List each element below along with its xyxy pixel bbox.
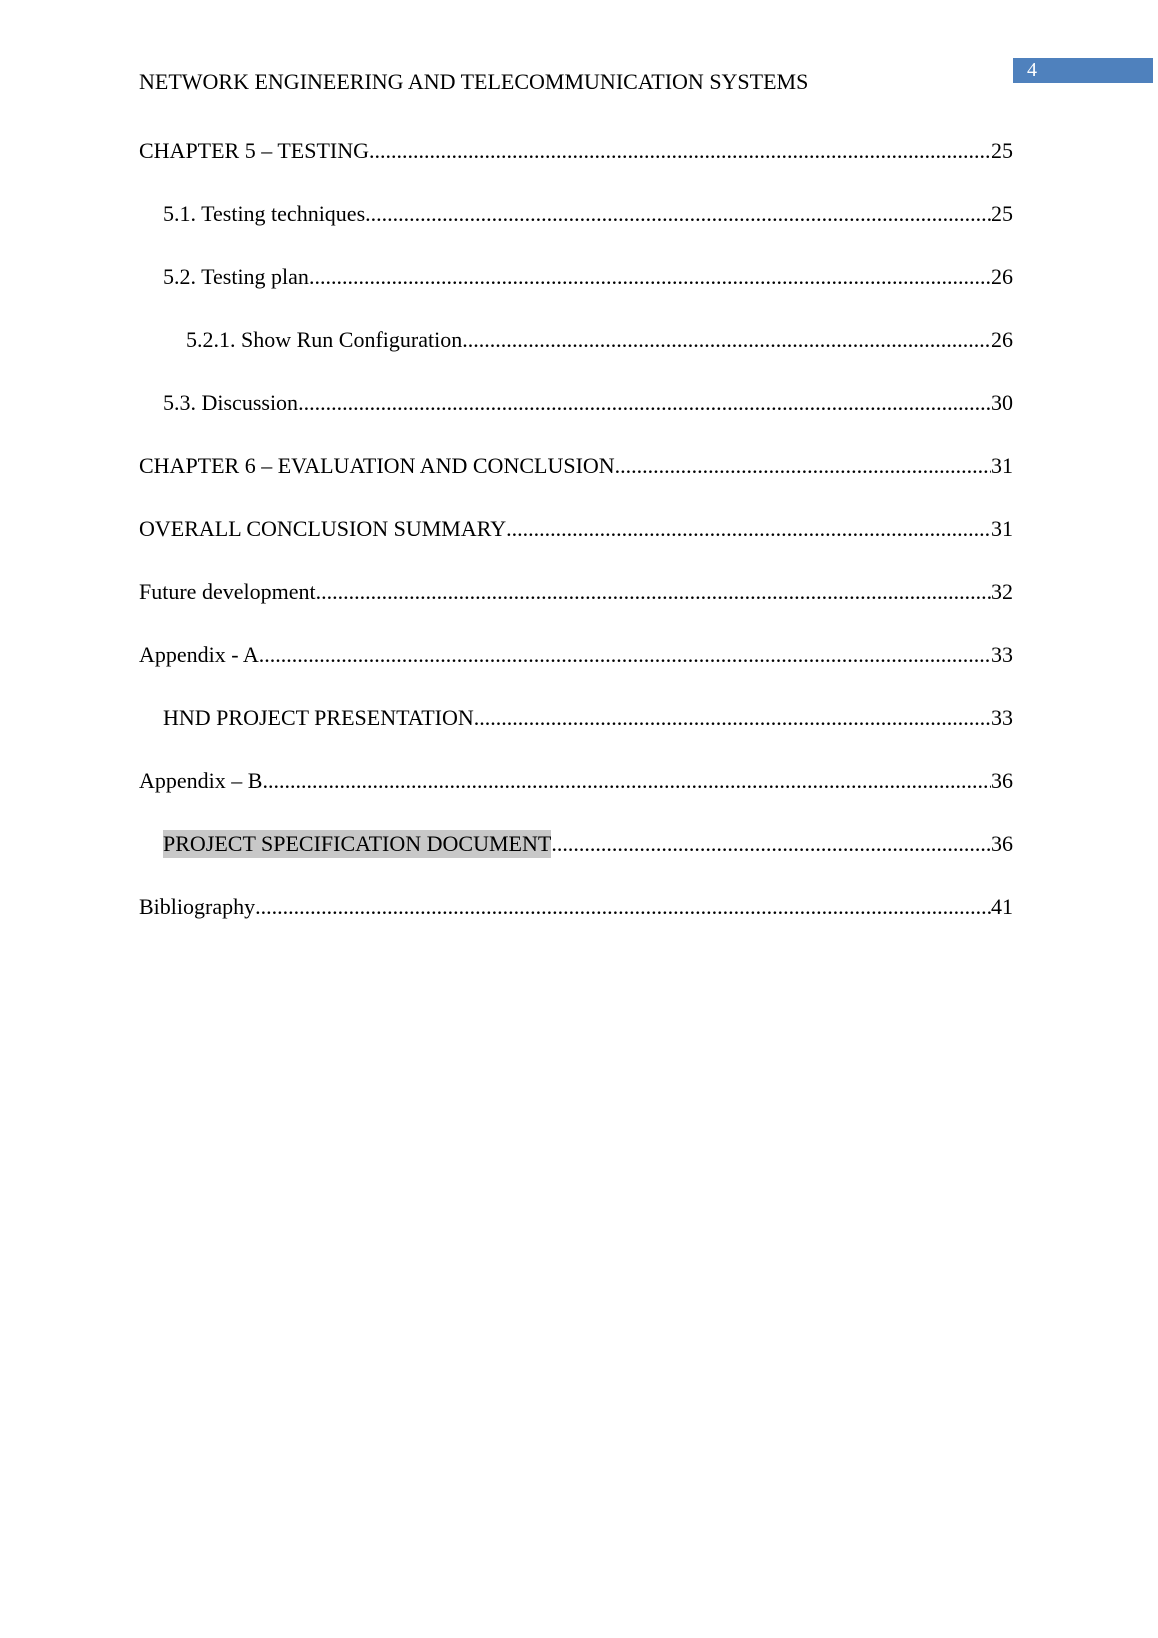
toc-entry-title: Appendix – B	[139, 768, 263, 793]
toc-dot-leader	[365, 200, 991, 228]
running-header: NETWORK ENGINEERING AND TELECOMMUNICATION SYSTEMS	[139, 69, 809, 94]
toc-entry[interactable]	[139, 830, 1013, 893]
toc-dot-leader	[255, 893, 991, 921]
toc-entry[interactable]	[139, 641, 1013, 704]
toc-entry-title: Bibliography	[139, 894, 256, 919]
toc-dot-leader	[474, 704, 991, 732]
toc-entry-page: 31	[991, 453, 1013, 478]
toc-dot-leader	[262, 767, 991, 795]
toc-entry[interactable]	[139, 893, 1013, 956]
toc-entry-title: Future development	[139, 579, 316, 604]
toc-entry-page: 33	[991, 705, 1013, 730]
toc-dot-leader	[298, 389, 991, 417]
toc-entry[interactable]	[139, 704, 1013, 767]
toc-entry[interactable]	[139, 200, 1013, 263]
toc-entry-page: 31	[991, 516, 1013, 541]
toc-entry-title: HND PROJECT PRESENTATION	[163, 705, 474, 730]
toc-entry-page: 32	[991, 579, 1013, 604]
toc-entry-page: 33	[991, 642, 1013, 667]
toc-dot-leader	[551, 830, 991, 858]
toc-dot-leader	[615, 452, 991, 480]
toc-entry[interactable]	[139, 767, 1013, 830]
toc-entry-title: OVERALL CONCLUSION SUMMARY	[139, 516, 507, 541]
toc-entry-title: 5.3. Discussion	[163, 390, 299, 415]
page-number: 4	[1013, 58, 1153, 83]
toc-entry-title: 5.2. Testing plan	[163, 264, 309, 289]
toc-entry[interactable]	[139, 515, 1013, 578]
toc-entry-page: 26	[991, 264, 1013, 289]
toc-entry-title: 5.1. Testing techniques	[163, 201, 366, 226]
toc-entry-title: CHAPTER 6 – EVALUATION AND CONCLUSION	[139, 453, 615, 478]
toc-entry[interactable]	[139, 326, 1013, 389]
toc-entry[interactable]	[139, 452, 1013, 515]
toc-dot-leader	[506, 515, 991, 543]
toc-entry-page: 36	[991, 831, 1013, 856]
table-of-contents	[139, 137, 1013, 956]
toc-entry-page: 36	[991, 768, 1013, 793]
toc-entry-page: 41	[991, 894, 1013, 919]
toc-entry[interactable]	[139, 137, 1013, 200]
toc-entry-page: 25	[991, 138, 1013, 163]
toc-dot-leader	[462, 326, 991, 354]
toc-entry-title: 5.2.1. Show Run Configuration	[186, 327, 463, 352]
toc-dot-leader	[259, 641, 991, 669]
toc-entry[interactable]	[139, 578, 1013, 641]
toc-entry-page: 26	[991, 327, 1013, 352]
toc-dot-leader	[309, 263, 991, 291]
toc-entry[interactable]	[139, 389, 1013, 452]
toc-dot-leader	[316, 578, 991, 606]
toc-entry-title: CHAPTER 5 – TESTING	[139, 138, 369, 163]
toc-entry-title: Appendix - A	[139, 642, 259, 667]
toc-entry-page: 30	[991, 390, 1013, 415]
toc-entry[interactable]	[139, 263, 1013, 326]
toc-entry-page: 25	[991, 201, 1013, 226]
toc-entry-title: PROJECT SPECIFICATION DOCUMENT	[163, 831, 552, 856]
toc-dot-leader	[369, 137, 991, 165]
